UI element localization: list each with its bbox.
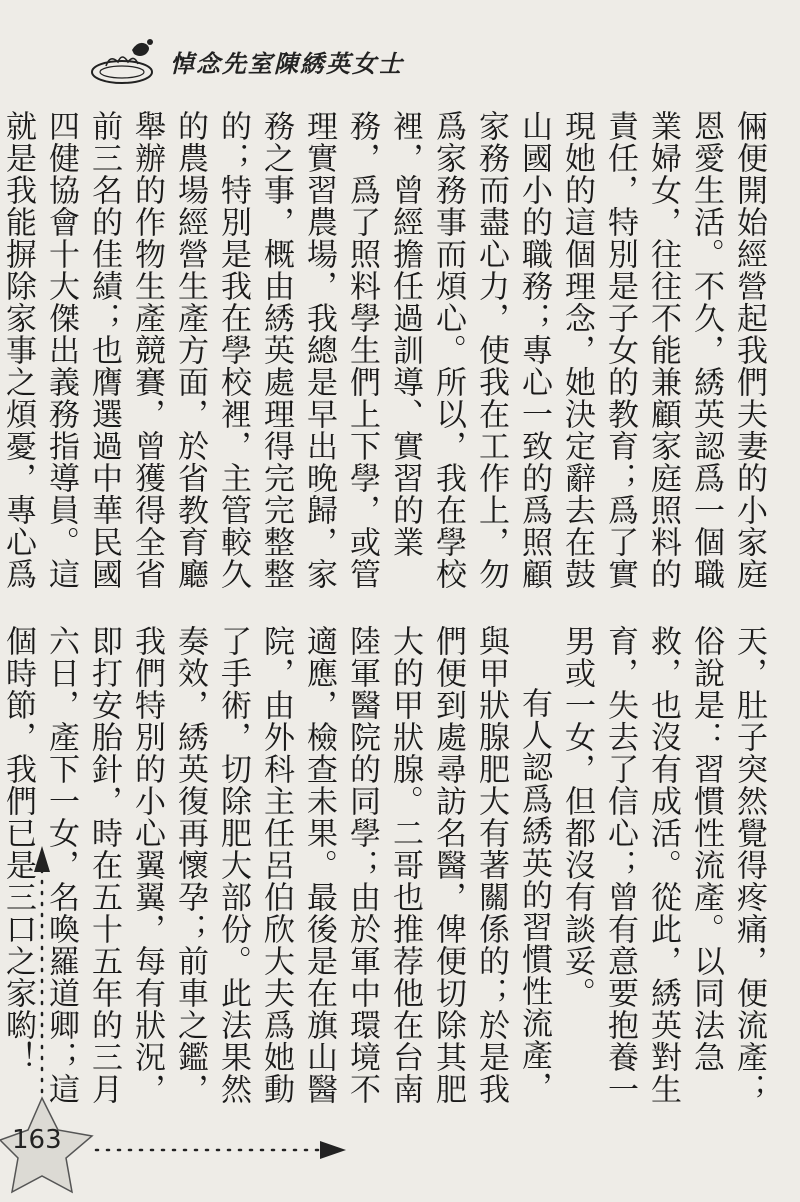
- paragraph: 倆便開始經營起我們夫妻的小家庭恩愛生活。不久，綉英認爲一個職業婦女，往往不能兼顧家庭照料的責任，特別是子女的教育；爲了實現她的這個理念，她決定辭去在鼓山國小的職務；專心一致的爲照顧家務而盡心力，使我在工作上，勿爲家務事而煩心。所以，我在學校裡，曾經擔任過訓導、實習的業務，爲了照料學生們上下學，或管理實習農場，我總是早出晚歸，家務之事，概由綉英處理得完完整整的；特別是我在學校裡，主管較久的農場經營生產方面，於省教育廳舉辦的作物生產競賽，曾獲得全省前三名的佳績；也膺選過中華民國四健協會十大傑出義務指導員。這就是我能摒除家事之煩憂，專心爲: [0, 110, 767, 590]
- paragraph: 有人認爲綉英的習慣性流產，與甲狀腺肥大有著關係的；於是我們便到處尋訪名醫，俾便切除其肥大的甲狀腺。二哥也推荐他在台南陸軍醫院的同學；由於軍中環境不適應，檢查未果。最後是在旗山醫院，由外科主任呂伯欣大夫爲她動了手術，切除肥大部份。此法果然奏效，綉英復再懷孕；前車之鑑，我們特別的小心翼翼，每有狀況，即打安胎針，時在五十五年的三月六日，產下一女，名喚羅道卿；這個時節，我們已是三口之家喲！: [0, 625, 552, 1105]
- page-header: [88, 32, 508, 92]
- page-number: 163: [12, 1125, 62, 1155]
- header-logo-icon: [88, 32, 168, 92]
- dotted-border-ornament: [0, 820, 800, 1202]
- running-title: 悼念先室陳綉英女士: [170, 50, 404, 78]
- paragraph: 天，肚子突然覺得疼痛，便流產；俗說是：習慣性流產。以同法急救，也沒有成活。從此，綉英對生育，失去了信心；曾有意要抱養一男或一女，但都沒有談妥。: [559, 625, 767, 1105]
- top-text-block: [0, 110, 770, 590]
